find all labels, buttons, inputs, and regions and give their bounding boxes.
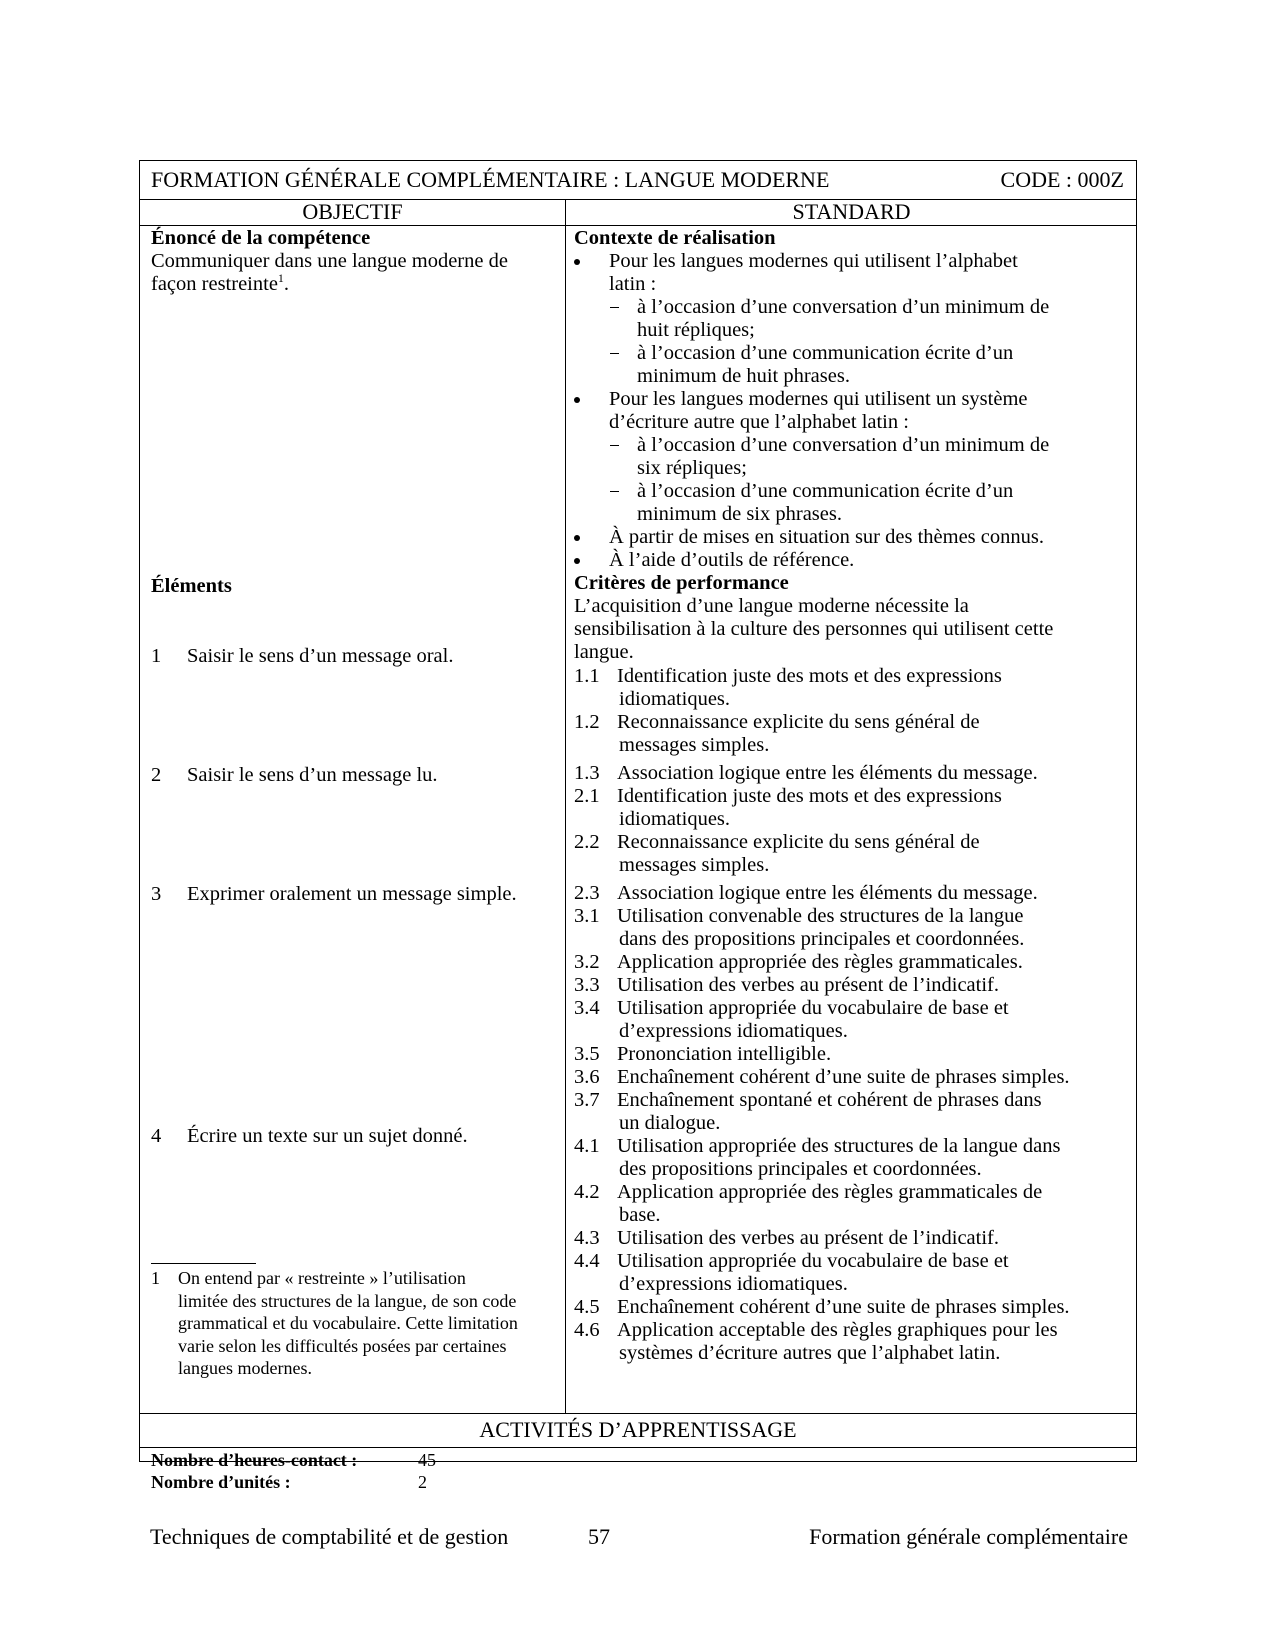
- critere-text-line: Utilisation appropriée du vocabulaire de base et: [617, 1250, 1009, 1272]
- critere-text-line: Utilisation appropriée du vocabulaire de base et: [617, 997, 1009, 1019]
- critere-text-line: des propositions principales et coordonnées.: [619, 1158, 982, 1180]
- critere-number: 4.6: [574, 1319, 600, 1341]
- critere-number: 3.3: [574, 974, 600, 996]
- critere-number: 2.3: [574, 882, 600, 904]
- bullet-icon: [574, 535, 580, 541]
- contexte-subitem-line: à l’occasion d’une communication écrite d’un: [637, 480, 1014, 502]
- competency-table: [139, 160, 1137, 1492]
- footnote-line: limitée des structures de la langue, de son code: [178, 1290, 517, 1311]
- heures-contact-value: 45: [418, 1450, 436, 1470]
- critere-number: 4.5: [574, 1296, 600, 1318]
- bullet-icon: [574, 397, 580, 403]
- column-header-objectif: OBJECTIF: [302, 199, 403, 224]
- footer-page-number: 57: [588, 1524, 610, 1549]
- critere-text-line: Enchaînement cohérent d’une suite de phrases simples.: [617, 1296, 1070, 1318]
- critere-number: 4.2: [574, 1181, 600, 1203]
- element-text: Saisir le sens d’un message oral.: [187, 645, 454, 667]
- critere-text-line: d’expressions idiomatiques.: [619, 1273, 848, 1295]
- dash-icon: [610, 353, 619, 354]
- contexte-subitem-line: à l’occasion d’une communication écrite d’un: [637, 342, 1014, 364]
- criteres-intro-line: sensibilisation à la culture des personnes qui utilisent cette: [574, 618, 1054, 640]
- dash-icon: [610, 307, 619, 308]
- divider: [140, 225, 1136, 226]
- footnote-line: langues modernes.: [178, 1358, 312, 1378]
- column-header-row: [140, 199, 1136, 225]
- critere-text-line: Utilisation des verbes au présent de l’indicatif.: [617, 974, 999, 996]
- unites-label: Nombre d’unités :: [151, 1472, 291, 1492]
- unites-value: 2: [418, 1472, 427, 1492]
- contexte-subitem-line: six répliques;: [637, 457, 747, 479]
- contexte-bullet-line: Pour les langues modernes qui utilisent un système: [609, 388, 1028, 410]
- critere-text-line: Identification juste des mots et des expressions: [617, 665, 1002, 687]
- contexte-subitem-line: minimum de huit phrases.: [637, 365, 850, 387]
- contexte-bullet-line: À l’aide d’outils de référence.: [609, 549, 855, 571]
- contexte-subitem-line: huit répliques;: [637, 319, 755, 341]
- critere-text-line: Prononciation intelligible.: [617, 1043, 832, 1065]
- critere-number: 2.2: [574, 831, 600, 853]
- column-divider: [565, 199, 566, 1413]
- critere-text-line: Utilisation appropriée des structures de la langue dans: [617, 1135, 1061, 1157]
- table-title: FORMATION GÉNÉRALE COMPLÉMENTAIRE : LANGUE MODERNE: [151, 167, 830, 192]
- criteres-intro-line: langue.: [574, 641, 634, 663]
- critere-number: 1.3: [574, 762, 600, 784]
- critere-number: 4.4: [574, 1250, 600, 1272]
- critere-text-line: Reconnaissance explicite du sens général de: [617, 831, 980, 853]
- footnote-line: On entend par « restreinte » l’utilisation: [178, 1268, 466, 1288]
- critere-text-line: idiomatiques.: [619, 808, 731, 830]
- critere-text-line: Application appropriée des règles grammaticales.: [617, 951, 1023, 973]
- critere-text-line: messages simples.: [619, 854, 770, 876]
- contexte-bullet-line: latin :: [609, 273, 657, 295]
- critere-number: 4.3: [574, 1227, 600, 1249]
- bullet-icon: [574, 558, 580, 564]
- table-title-row: [140, 161, 1136, 199]
- critere-text-line: Application acceptable des règles graphiques pour les: [617, 1319, 1058, 1341]
- critere-number: 1.2: [574, 711, 600, 733]
- critere-text-line: un dialogue.: [619, 1112, 721, 1134]
- critere-text-line: Application appropriée des règles grammaticales de: [617, 1181, 1043, 1203]
- critere-number: 3.2: [574, 951, 600, 973]
- element-text: Saisir le sens d’un message lu.: [187, 764, 438, 786]
- critere-text-line: Utilisation des verbes au présent de l’indicatif.: [617, 1227, 999, 1249]
- critere-number: 4.1: [574, 1135, 600, 1157]
- element-text: Exprimer oralement un message simple.: [187, 883, 517, 905]
- critere-text-line: idiomatiques.: [619, 688, 731, 710]
- element-number: 3: [151, 883, 162, 905]
- critere-number: 3.6: [574, 1066, 600, 1088]
- critere-text-line: d’expressions idiomatiques.: [619, 1020, 848, 1042]
- element-number: 2: [151, 764, 162, 786]
- contexte-heading: Contexte de réalisation: [574, 227, 776, 249]
- element-number: 1: [151, 645, 162, 667]
- heures-contact-label: Nombre d’heures-contact :: [151, 1450, 358, 1470]
- footer-program: Techniques de comptabilité et de gestion: [150, 1524, 509, 1549]
- critere-number: 1.1: [574, 665, 600, 687]
- competence-text-line2: façon restreinte$^1$.: [151, 271, 290, 295]
- competence-heading: Énoncé de la compétence: [151, 227, 371, 249]
- bullet-icon: [574, 259, 580, 265]
- footnote-ref: 1: [277, 271, 284, 286]
- critere-text-line: Enchaînement spontané et cohérent de phrases dans: [617, 1089, 1042, 1111]
- critere-text-line: Reconnaissance explicite du sens général de: [617, 711, 980, 733]
- critere-text-line: Identification juste des mots et des expressions: [617, 785, 1002, 807]
- critere-text-line: Enchaînement cohérent d’une suite de phrases simples.: [617, 1066, 1070, 1088]
- contexte-bullet-line: Pour les langues modernes qui utilisent l’alphabet: [609, 250, 1018, 272]
- critere-text-line: systèmes d’écriture autres que l’alphabet latin.: [619, 1342, 1001, 1364]
- activites-heading: ACTIVITÉS D’APPRENTISSAGE: [479, 1417, 797, 1442]
- critere-number: 3.5: [574, 1043, 600, 1065]
- critere-text-line: messages simples.: [619, 734, 770, 756]
- contexte-bullet-line: À partir de mises en situation sur des thèmes connus.: [609, 526, 1044, 548]
- footnote-rule: [151, 1263, 256, 1264]
- dash-icon: [610, 491, 619, 492]
- critere-text-line: Utilisation convenable des structures de la langue: [617, 905, 1024, 927]
- contexte-subitem-line: à l’occasion d’une conversation d’un minimum de: [637, 296, 1050, 318]
- criteres-intro-line: L’acquisition d’une langue moderne nécessite la: [574, 595, 969, 617]
- critere-text-line: dans des propositions principales et coordonnées.: [619, 928, 1025, 950]
- element-number: 4: [151, 1125, 162, 1147]
- critere-text-line: Association logique entre les éléments du message.: [617, 762, 1038, 784]
- footnote-line: varie selon les difficultés posées par certaines: [178, 1335, 507, 1356]
- divider: [140, 1447, 1136, 1448]
- column-header-standard: STANDARD: [792, 199, 911, 224]
- critere-text-line: Association logique entre les éléments du message.: [617, 882, 1038, 904]
- footnote-number: 1: [151, 1268, 160, 1288]
- dash-icon: [610, 445, 619, 446]
- critere-number: 3.7: [574, 1089, 600, 1111]
- footnote-line: grammatical et du vocabulaire. Cette limitation: [178, 1313, 518, 1333]
- competence-text-line1: Communiquer dans une langue moderne de: [151, 250, 508, 272]
- elements-heading: Éléments: [151, 575, 232, 597]
- contexte-subitem-line: à l’occasion d’une conversation d’un minimum de: [637, 434, 1050, 456]
- critere-text-line: base.: [619, 1204, 661, 1226]
- critere-number: 3.4: [574, 997, 600, 1019]
- course-code: CODE : 000Z: [1000, 167, 1124, 192]
- contexte-bullet-line: d’écriture autre que l’alphabet latin :: [609, 411, 909, 433]
- contexte-subitem-line: minimum de six phrases.: [637, 503, 842, 525]
- footer-section: Formation générale complémentaire: [809, 1524, 1128, 1549]
- element-text: Écrire un texte sur un sujet donné.: [187, 1125, 468, 1147]
- critere-number: 3.1: [574, 905, 600, 927]
- critere-number: 2.1: [574, 785, 600, 807]
- criteres-heading: Critères de performance: [574, 572, 789, 594]
